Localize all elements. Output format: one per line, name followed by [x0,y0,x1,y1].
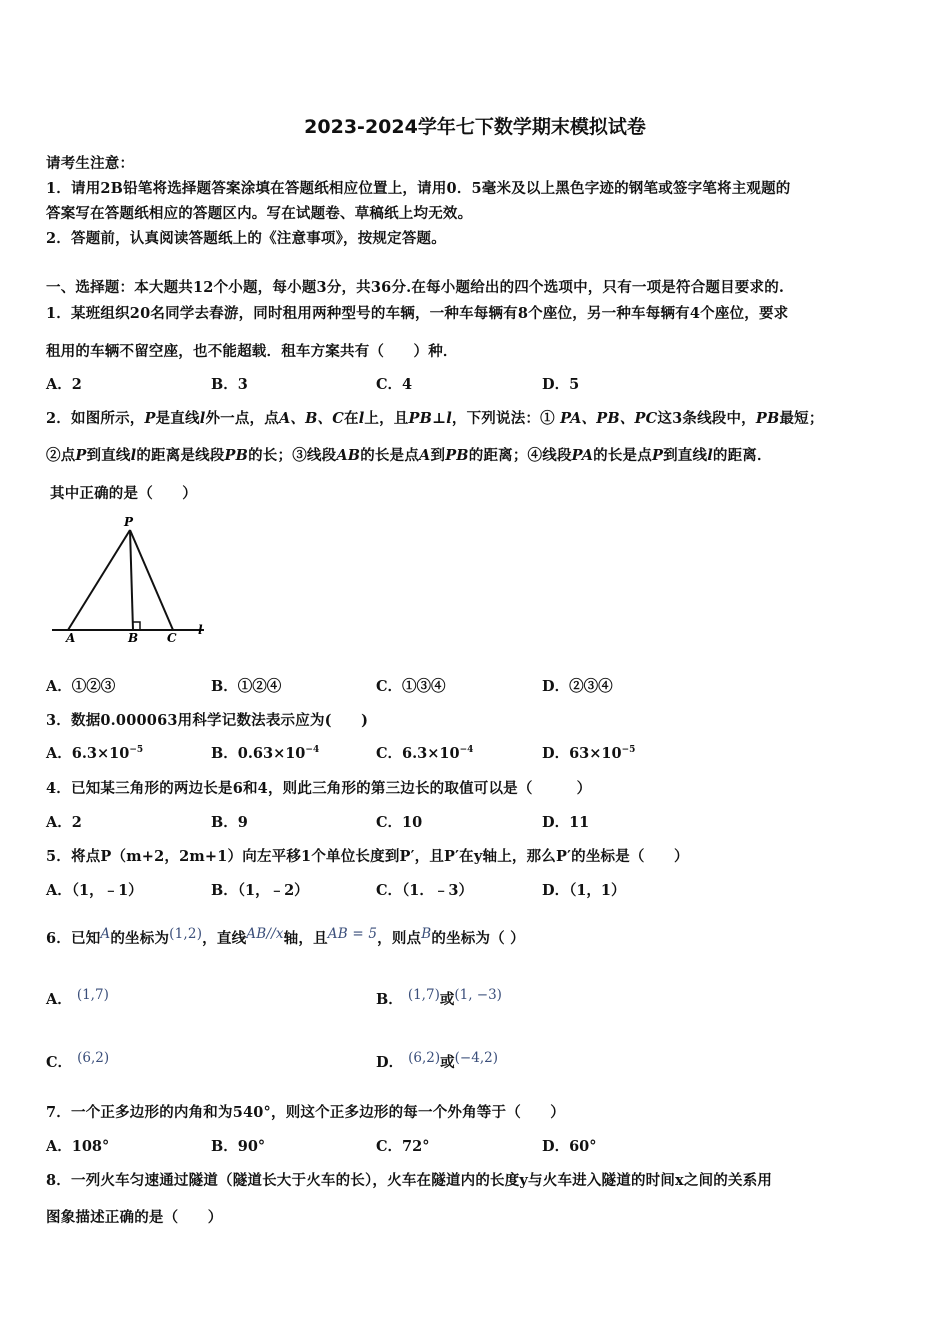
label-l: l [198,623,203,637]
segment-pa [68,530,130,630]
q7-text: 7．一个正多边形的内角和为540°，则这个正多边形的每一个外角等于（ ） [46,1104,566,1121]
q6-text: 6．已知A的坐标为(1,2)，直线AB//x轴，且AB = 5，则点B的坐标为（ ） [46,926,525,947]
q4-option-c: C．10 [376,814,423,831]
q1-option-b: B．3 [211,376,248,393]
segment-pb [130,530,133,630]
notice-item-2: 2．答题前，认真阅读答题纸上的《注意事项》，按规定答题。 [46,230,446,247]
q5-text: 5．将点P（m+2，2m+1）向左平移1个单位长度到P′，且P′在y轴上，那么P′的坐标是（ ） [46,848,689,865]
q1-option-d: D．5 [542,376,580,393]
q2-figure [46,512,216,647]
page-title: 2023-2024学年七下数学期末模拟试卷 [304,116,646,138]
q4-option-a: A．2 [46,814,82,831]
segment-pc [130,530,173,630]
label-c: C [167,631,177,645]
right-angle-mark [133,622,140,630]
q3-option-b: B．$0.63\times 10^{-4}$ [211,745,320,762]
label-p: P [124,515,134,529]
q1-option-c: C．4 [376,376,413,393]
q4-text: 4．已知某三角形的两边长是6和4，则此三角形的第三边长的取值可以是（ ） [46,780,592,797]
q3-option-d: D．$63\times 10^{-5}$ [542,745,636,762]
q5-option-c: C．（1．﹣3） [376,882,473,899]
notice-heading: 请考生注意： [46,155,135,172]
q7-option-c: C．72° [376,1138,430,1155]
q5-option-b: B．（1，﹣2） [211,882,309,899]
q5-option-d: D．（1，1） [542,882,626,899]
q7-option-a: A．108° [46,1138,110,1155]
q1-option-a: A．2 [46,376,82,393]
q6-option-b: B． (1,7)或(1, −3) [376,987,502,1008]
q3-text: 3．数据0.000063用科学记数法表示应为( ) [46,712,369,729]
q8-line-1: 8．一列火车匀速通过隧道（隧道长大于火车的长），火车在隧道内的长度y与火车进入隧道的时间x之间的关系用 [46,1172,773,1189]
q6-option-d: D． (6,2)或(−4,2) [376,1050,498,1071]
label-a: A [66,631,76,645]
q2-option-a: A．①②③ [46,678,116,695]
notice-item-1-line-1: 1．请用2B铅笔将选择题答案涂填在答题纸相应位置上，请用0．5毫米及以上黑色字迹的钢笔或签字笔将主观题的 [46,180,791,197]
q1-line-2: 租用的车辆不留空座，也不能超载．租车方案共有（ ）种． [46,343,458,360]
notice-item-1-line-2: 答案写在答题纸相应的答题区内。写在试题卷、草稿纸上均无效。 [46,205,473,222]
q1-line-1: 1．某班组织20名同学去春游，同时租用两种型号的车辆，一种车每辆有8个座位，另一种车每辆有4个座位，要求 [46,305,789,322]
q4-option-d: D．11 [542,814,590,831]
q7-option-b: B．90° [211,1138,266,1155]
label-b: B [128,631,139,645]
q2-line-1: 2．如图所示，P是直线l外一点，点A、B、C在l上，且PB⊥l，下列说法：① PA、PB、PC这3条线段中，PB最短； [46,410,824,427]
q2-option-d: D．②③④ [542,678,613,695]
q2-option-c: C．①③④ [376,678,446,695]
section-1-heading: 一、选择题：本大题共12个小题，每小题3分，共36分.在每小题给出的四个选项中，只有一项是符合题目要求的. [46,279,785,296]
q6-option-c: C． (6,2) [46,1050,110,1071]
q2-option-b: B．①②④ [211,678,282,695]
q8-line-2: 图象描述正确的是（ ） [46,1209,223,1226]
q4-option-b: B．9 [211,814,248,831]
q2-line-3: 其中正确的是（ ） [50,485,197,502]
q5-option-a: A．（1，﹣1） [46,882,143,899]
q2-line-2: ②点P到直线l的距离是线段PB的长；③线段AB的长是点A到PB的距离；④线段PA的长是点P到直线l的距离． [46,447,772,464]
q7-option-d: D．60° [542,1138,597,1155]
q6-option-a: A． (1,7) [46,987,109,1008]
q3-option-c: C．$6.3\times 10^{-4}$ [376,745,474,762]
q3-option-a: A．$6.3\times 10^{-5}$ [46,745,144,762]
